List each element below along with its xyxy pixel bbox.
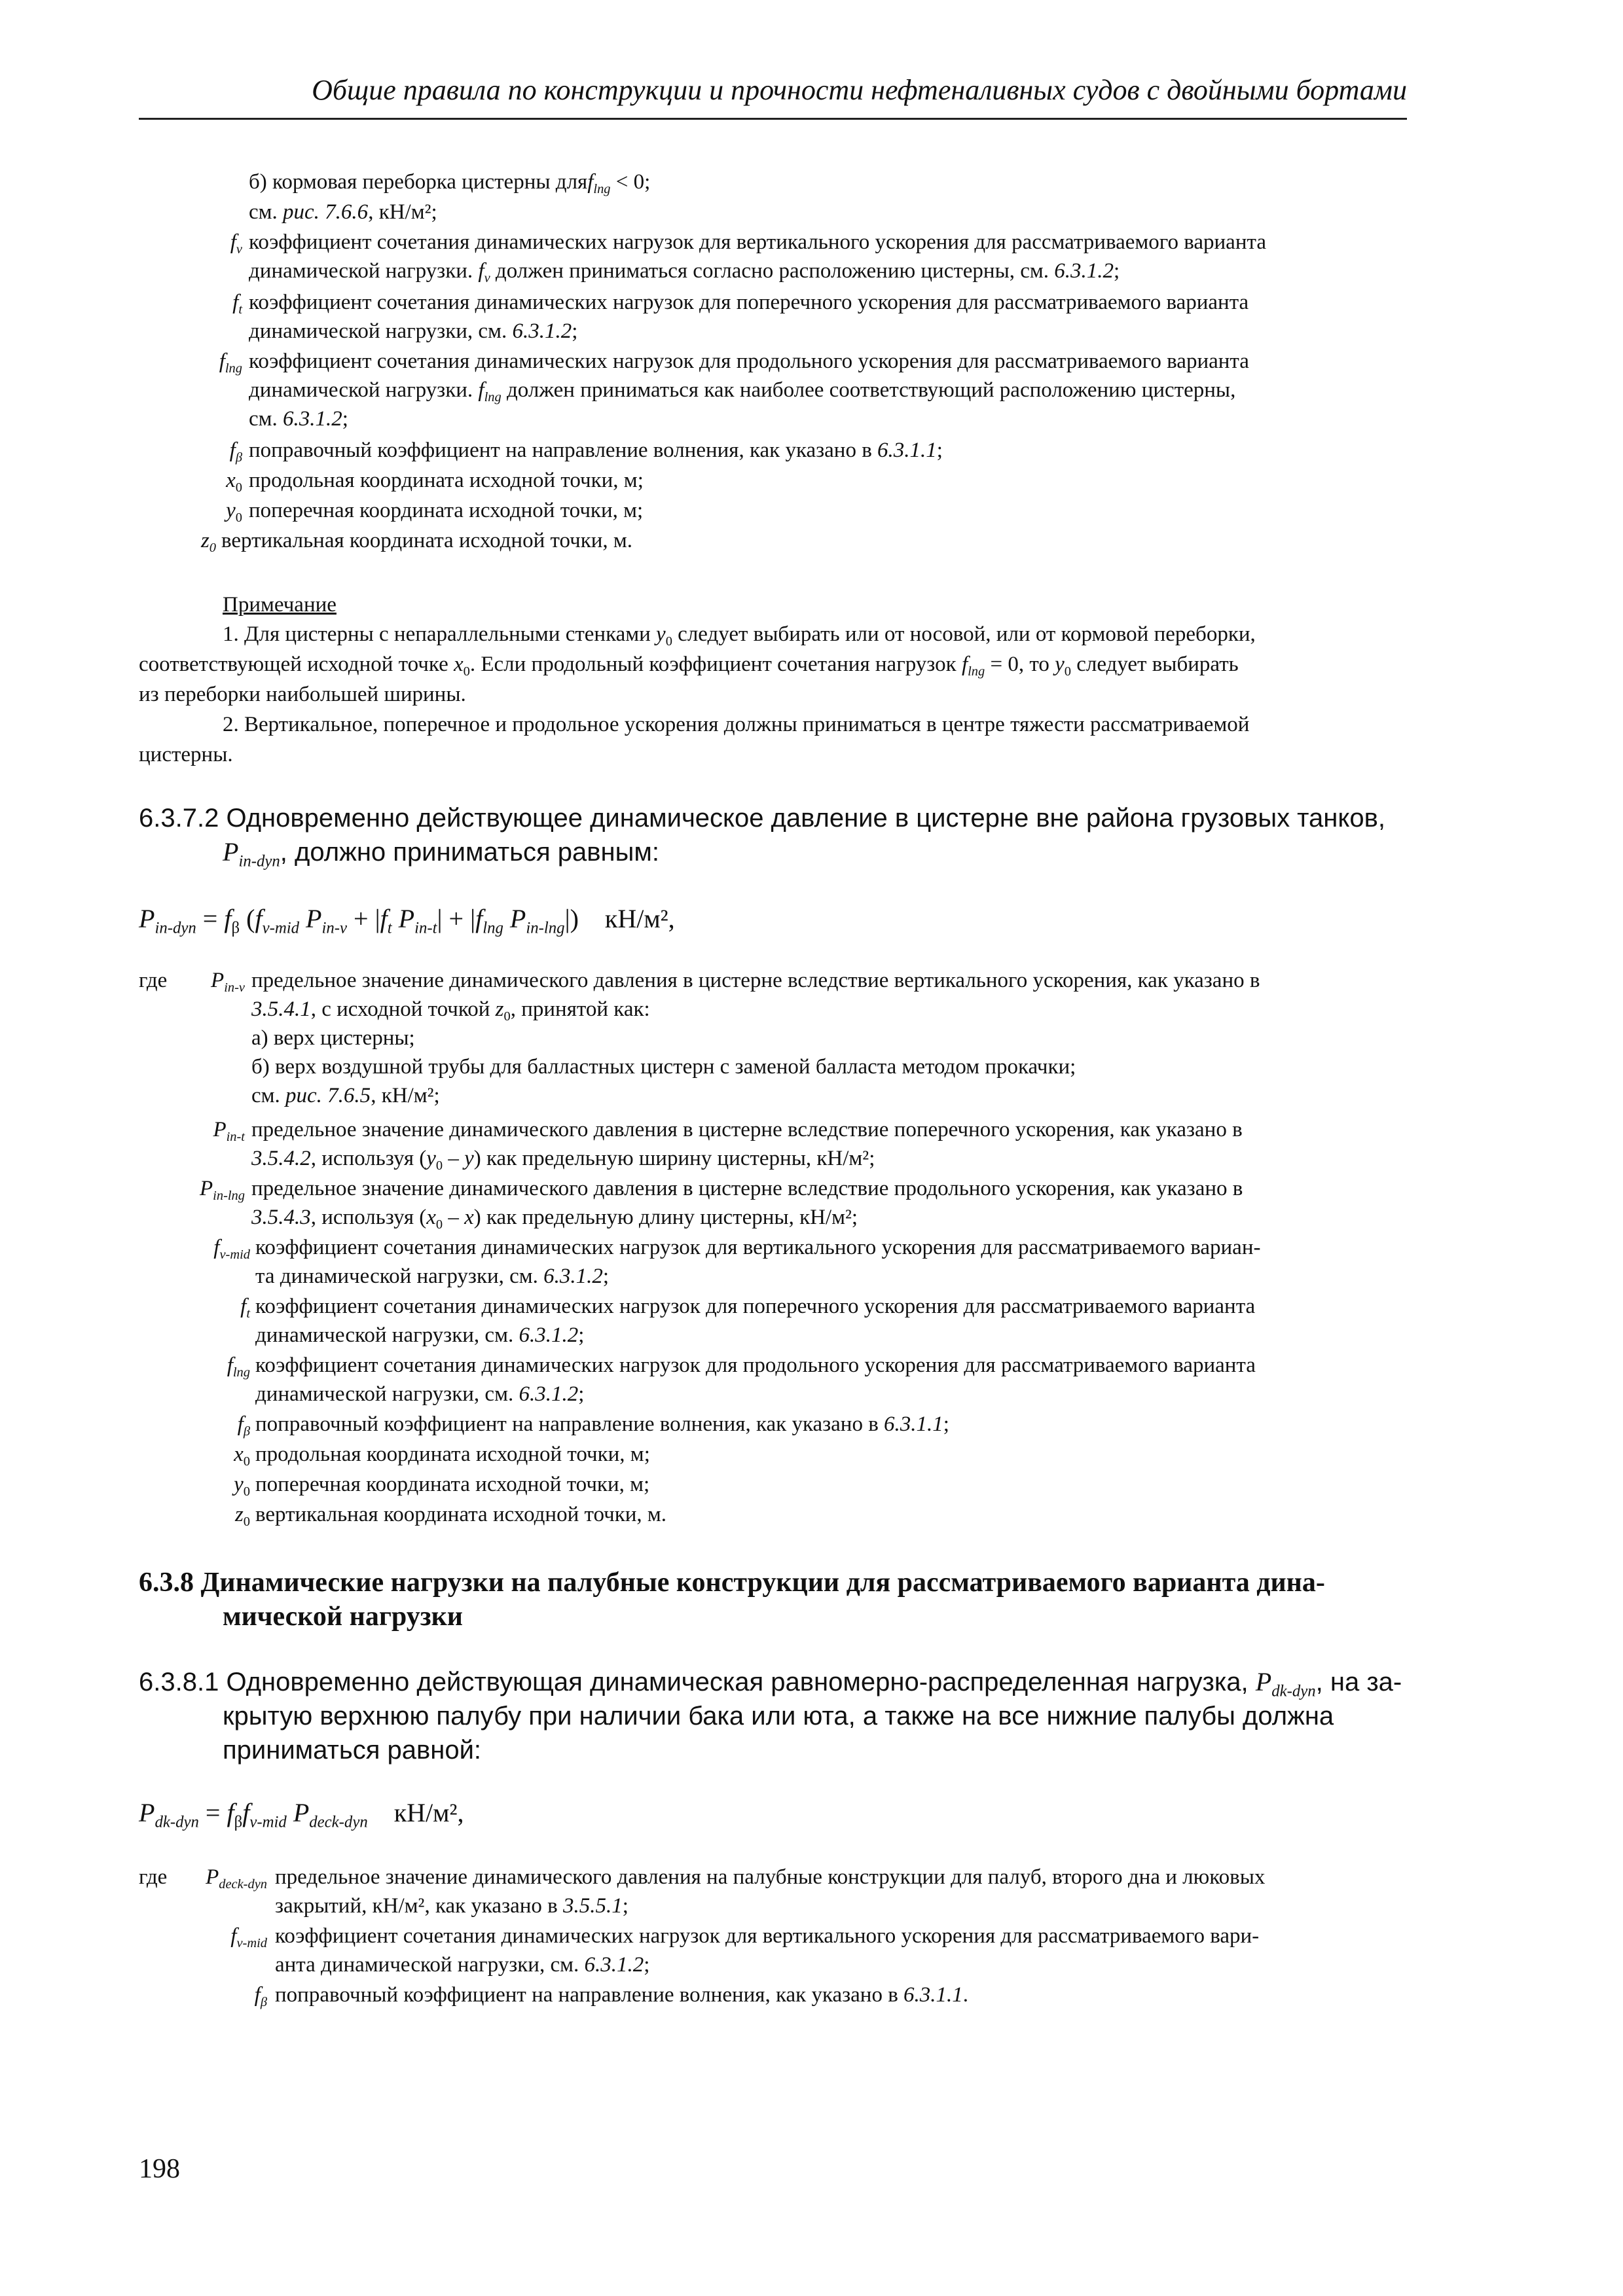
symbol-flng: $f_{lng}$ [219,350,242,376]
running-header [139,71,1407,120]
note-title: Примечание [223,593,337,617]
symbol-fbeta: $f_\beta$ [237,1412,250,1439]
symbol-p-deck-dyn: $P_{deck-dyn}$ [206,1865,267,1892]
note-paragraph-2: 2. Вертикальное, поперечное и продольное ускорения должны приниматься в центре тяжести рассматриваемой цистерны. [139,713,1250,766]
section-6-3-8-heading: 6.3.8 Динамические нагрузки на палубные конструкции для рассматриваемого варианта дина- мической нагрузки [139,1568,1325,1632]
symbol-z0: $z_0$ [200,529,216,556]
symbol-f-v-mid: $f_{v-mid}$ [213,1236,250,1263]
symbol-p-in-lng: $P_{in-lng}$ [200,1177,245,1204]
document-page: Общие правила по конструкции и прочности нефтеналивных судов с двойными бортами б) кормовая переборка цистерны дляf$_{lng}$ < 0; см. рис. 7.6.6, кН/м²; $f_v$ коэффициент сочетания динамических нагрузок для вертикального ускорения для рассматриваемого варианта динамической нагрузки. $f_v$ должен приниматься согласно расположению цистерны, см. 6.3.1.2; $f_t$ коэффициент сочетания динамических нагрузок для поперечного ускорения для рассматриваемого варианта динамической нагрузки, см. 6.3.1.2; $f_{lng}$ коэффициент сочетания динамических нагрузок для продольного ускорения для рассматриваемого варианта динамической нагрузки. $f_{lng}$ должен приниматься как наиболее соответствующий расположению цистерны, см. 6.3.1.2; $f_\beta$ поправочный коэффициент на направление волнения, как указано в 6.3.1.1; $x_0$ продольная координата исходной точки, м; $y_0$ поперечная координата исходной точки, м; $z_0$ вертикальная координата исходной точки, м. Примечание 1. Для цистерны с непараллельными стенками $y_0$ следует выбирать или от носовой, или от кормовой переборки, соответствующей исходной точке $x_0$. Если продольный коэффициент сочетания нагрузок $f_{lng} = 0$, то $y_0$ следует выбирать из переборки наибольшей ширины. 2. Вертикальное, поперечное и продольное ускорения должны приниматься в центре тяжести рассматриваемой цистерны. 6.3.7.2 Одновременно действующее динамическое давление в цистерне вне района грузовых танков, $P_{in-dyn}$, должно приниматься равным: $P_{in-dyn} = f_\beta$ ($f_{v-mid}$ $P_{in-v} + |f_t$ $P_{in-t}| + |f_{lng}$ $P_{in-lng}|$) кН/м², где $P_{in-v}$ предельное значение динамического давления в цистерне вследствие вертикального ускорения, как указано в 3.5.4.1, с исходной точкой $z_0$, принятой как: а) верх цистерны; б) верх воздушной трубы для балластных цистерн с заменой балласта методом прокачки; см. рис. 7.6.5, кН/м²; $P_{in-t}$ предельное значение динамического давления в цистерне вследствие поперечного ускорения, как указано в 3.5.4.2, используя $(y_0 - y)$ как предельную ширину цистерны, кН/м²; $P_{in-lng}$ предельное значение динамического давления в цистерне вследствие продольного ускорения, как указано в 3.5.4.3, используя $(x_0 - x)$ как предельную длину цистерны, кН/м²; $f_{v-mid}$ коэффициент сочетания динамических нагрузок для вертикального ускорения для рассматриваемого вариан- та динамической нагрузки, см. 6.3.1.2; $f_t$ коэффициент сочетания динамических нагрузок для поперечного ускорения для рассматриваемого варианта динамической нагрузки, см. 6.3.1.2; $f_{lng}$ коэффициент сочетания динамических нагрузок для продольного ускорения для рассматриваемого варианта динамической нагрузки, см. 6.3.1.2; $f_\beta$ поправочный коэффициент на направление волнения, как указано в 6.3.1.1; $x_0$ продольная координата исходной точки, м; $y_0$ поперечная координата исходной точки, м; $z_0$ вертикальная координата исходной точки, м. 6.3.8 Динамические нагрузки на палубные конструкции для рассматриваемого варианта дина- мической нагрузки 6.3.8.1 Одновременно действующая динамическая равномерно-распределенная нагрузка, $P_{dk-dyn}$, на за- крытую верхнюю палубу при наличии бака или юта, а также на все нижние палубы должна приниматься равной: $P_{dk-dyn} = f_\beta f_{v-mid}$ $P_{deck-dyn}$ кН/м², где $P_{deck-dyn}$ предельное значение динамического давления на палубные конструкции для палуб, второго дна и люковых закрытий, кН/м², как указано в 3.5.5.1; $f_{v-mid}$ коэффициент сочетания динамических нагрузок для вертикального ускорения для рассматриваемого вари- анта динамической нагрузки, см. 6.3.1.2; $f_\beta$ поправочный коэффициент на направление волнения, как указано в 6.3.1.1. 198 [0,0,1623,2296]
clause-6-3-8-1: 6.3.8.1 Одновременно действующая динамическая равномерно-распределенная нагрузка, $P_{dk-dyn}$, на за- крытую верхнюю палубу при наличии бака или юта, а также на все нижние палубы должна приниматься равной: [139,1667,1402,1765]
clause-6-3-7-2: 6.3.7.2 Одновременно действующее динамическое давление в цистерне вне района грузовых танков, $P_{in-dyn}$, должно приниматься равным: [139,804,1385,870]
symbol-x0: $x_0$ [234,1443,250,1469]
symbol-x0: $x_0$ [226,469,242,495]
clause-number: 6.3.8.1 [139,1668,219,1696]
running-title: Общие правила по конструкции и прочности нефтеналивных судов с двойными бортами [312,74,1407,106]
symbol-ft: $f_t$ [232,291,242,317]
symbol-ft: $f_t$ [240,1295,250,1321]
page-number: 198 [139,2154,180,2184]
note-paragraph-1: 1. Для цистерны с непараллельными стенками $y_0$ следует выбирать или от носовой, или от кормовой переборки, соответствующей исходной точке $x_0$. Если продольный коэффициент сочетания нагрузок $f_{lng} = 0$, то $y_0$ следует выбирать из переборки наибольшей ширины. [139,622,1256,706]
symbol-f-v-mid: $f_{v-mid}$ [230,1924,267,1951]
clause-number: 6.3.7.2 [139,804,219,833]
symbol-flng: $f_{lng}$ [227,1354,250,1380]
symbol-p-in-v: $P_{in-v}$ [211,969,245,996]
formula-p-dk-dyn: $P_{dk-dyn} = f_\beta f_{v-mid}$ $P_{deck-dyn}$ кН/м², [139,1798,464,1831]
where-label-2: где [139,1865,168,1889]
symbol-y0: $y_0$ [234,1473,250,1499]
symbol-fbeta: $f_\beta$ [229,439,242,465]
symbol-z0: $z_0$ [234,1503,250,1530]
symbol-y0: $y_0$ [226,499,242,526]
symbol-fbeta: $f_\beta$ [254,1983,267,2010]
symbol-p-in-t: $P_{in-t}$ [213,1118,245,1145]
formula-p-in-dyn: $P_{in-dyn} = f_\beta$ ($f_{v-mid}$ $P_{in-v} + |f_t$ $P_{in-t}| + |f_{lng}$ $P_{in-lng}|$) кН/м², [139,904,675,937]
continuation-line-1: б) кормовая переборка цистерны дляf$_{lng}$ < 0; [249,170,651,197]
symbol-fv: $f_v$ [230,230,242,257]
where-label: где [139,969,168,992]
continuation-line-2: см. рис. 7.6.6, кН/м²; [249,200,437,224]
